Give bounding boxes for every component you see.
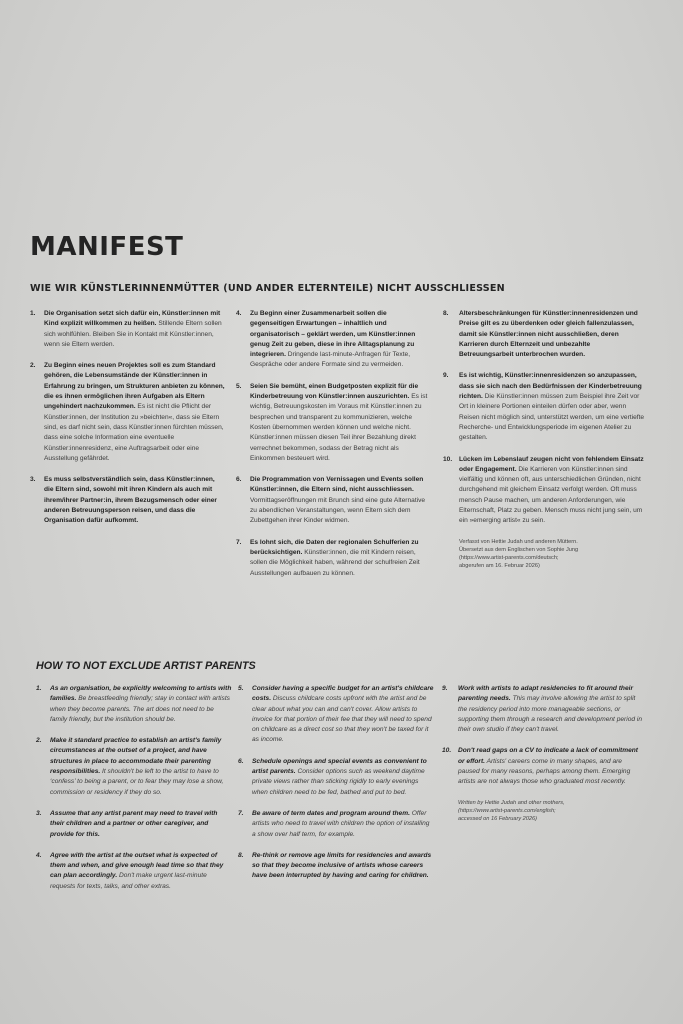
item-body: Don't make urgent last-minute requests for texts, talks, and other extras.: [50, 872, 207, 890]
item-body: Es ist wichtig, Betreuungskosten im Voraus mit Künstler:innen zu besprechen und transparent zu kommunizieren, welche Kosten übernommen werden können und welche nicht. Künstler:innen müssen diesen Teil ihrer Bezahlung direkt verrechnet bekommen, sodass der Betrag nicht als Einkommen besteuert wird.: [250, 393, 428, 462]
item-body: Dringende last-minute-Anfragen für Texte, Gespräche oder andere Formate sind zu vermeiden.: [250, 351, 411, 369]
list-item: [36, 736, 232, 798]
item-body: Die Karrieren von Künstler:innen sind vielfältig und können oft, aus unterschiedlichen Gründen, nicht durchgehend mit gleichem Einsatz verfolgt werden. Oft muss mensch Pause machen, um anderen Anforderungen, wie Elternschaft, Platz zu geben. Mensch muss nicht jung sein, um ein »emerging artist« zu sein.: [459, 465, 643, 525]
item-number: 3.: [36, 809, 42, 817]
list-item: [30, 475, 226, 526]
list-item: [36, 851, 232, 892]
item-lead: Die Programmation von Vernissagen und Events sollen Künstler:innen, die Eltern sind, nicht ausschliessen.: [250, 476, 424, 494]
item-body: Offer artists who need to travel with children the option of installing a show over half term, for example.: [252, 809, 430, 838]
item-number: 4.: [36, 851, 42, 859]
credit-line: (https://www.artist-parents.com/deutsch;: [459, 555, 559, 562]
item-lead: Zu Beginn einer Zusammenarbeit sollen die gegenseitigen Erwartungen – inhaltlich und organisatorisch – geklärt werden, um Künstler:innen genug Zeit zu geben, diese in ihre Alltagsplanung zu integrieren.: [250, 310, 416, 359]
english-section-title: HOW TO NOT EXCLUDE ARTIST PARENTS: [36, 660, 256, 672]
list-item: [443, 455, 645, 527]
item-body: Es ist nicht die Pflicht der Künstler:innen, der Institution zu »beichten«, dass sie Eltern sind, es darf nicht sein, dass Künstler:innen fürchten müssen, dass eine solche Information eine eventuelle Künstler:innenresidenz, eine Auftragsarbeit oder eine Ausstellung gefährdet.: [44, 403, 224, 462]
item-body: Künstler:innen, die mit Kindern reisen, sollen die Möglichkeit haben, während der schulfreien Zeit Ausstellungen aufbauen zu können.: [250, 548, 420, 577]
item-lead: Schedule openings and special events as convenient to artist parents.: [252, 757, 427, 776]
item-number: 1.: [30, 310, 36, 317]
list-item: [238, 757, 434, 798]
list-item: [30, 361, 226, 464]
item-lead: Agree with the artist at the outset what is expected of them and when, and give enough lead time so that they can plan accordingly.: [50, 851, 224, 880]
item-lead: Make it standard practice to establish an artist's family circumstances at the outset of a project, and have structures in place to accommodate their parenting responsibilities.: [50, 737, 222, 776]
list-item: [238, 809, 434, 840]
german-column-2: [236, 309, 432, 590]
manifest-subtitle: WIE WIR KÜNSTLERINNENMÜTTER (UND ANDER ELTERNTEILE) NICHT AUSSCHLIESSEN: [30, 283, 505, 294]
item-body: This may involve allowing the artist to split the residency period into more manageable sections, or supporting them through a research and development period in their own studio if they can't travel.: [458, 695, 643, 734]
item-number: 6.: [238, 757, 244, 765]
list-item: [30, 309, 226, 350]
item-number: 9.: [443, 372, 449, 380]
item-body: Consider options such as weekend daytime private views rather than sticking rigidly to early evenings when children need to be fed, bathed and put to bed.: [252, 768, 425, 796]
item-number: 5.: [236, 382, 242, 390]
item-lead: Die Organisation setzt sich dafür ein, Künstler:innen mit Kind explizit willkommen zu heißen.: [44, 310, 221, 328]
item-lead: Zu Beginn eines neuen Projektes soll es zum Standard gehören, die Lebensumstände der Künstler:innen in Erfahrung zu bringen, um Strukturen anbieten zu können, die es ihnen ermöglichen ihren Aufgaben als Eltern ungehindert nachzukommen.: [44, 362, 225, 411]
item-body: It shouldn't be left to the artist to have to ‘confess’ to being a parent, or to fear they may lose a show, commission or residency if they do so.: [50, 768, 224, 796]
item-body: Artists' careers come in many shapes, and are paused for many reasons, perhaps among them. Emerging artists are not always those who graduated most recently.: [458, 757, 631, 786]
list-item: [236, 309, 432, 371]
item-number: 2.: [30, 362, 36, 370]
item-number: 10.: [443, 455, 453, 463]
english-column-3: [442, 684, 642, 823]
item-lead: Work with artists to adapt residencies to fit around their parenting needs.: [458, 685, 634, 703]
credit-line: (https://www.artist-parents.com/english;: [458, 807, 556, 814]
credit-line: Übersetzt aus dem Englischen von Sophie Jung: [459, 546, 579, 553]
item-lead: Be aware of term dates and program around them.: [252, 809, 410, 817]
item-number: 9.: [442, 685, 448, 692]
english-column-2: [238, 684, 434, 893]
list-item: [443, 371, 645, 443]
item-number: 5.: [238, 685, 244, 692]
list-item: [443, 309, 645, 360]
item-body: Be breastfeeding friendly; stay in contact with artists when they become parents. The art does not need to be family friendly, but the institution should be.: [50, 695, 230, 723]
item-number: 1.: [36, 685, 42, 692]
item-number: 7.: [236, 538, 242, 546]
item-number: 8.: [238, 851, 244, 859]
item-lead: Consider having a specific budget for an artist's childcare costs.: [252, 685, 434, 703]
german-column-3: [443, 309, 645, 570]
list-item: [238, 684, 434, 746]
item-number: 10.: [442, 747, 452, 755]
list-item: [236, 475, 432, 526]
item-lead: Don't read gaps on a CV to indicate a lack of commitment or effort.: [458, 747, 638, 765]
item-lead: Assume that any artist parent may need to travel with their children and a partner or other caregiver, and provide for this.: [50, 809, 218, 838]
item-body: Discuss childcare costs upfront with the artist and be clear about what you can and can't cover. Allow artists to invoice for that portion of their fee that they will need to spend on childcare as a direct cost so that they won't be taxed for it as income.: [252, 695, 432, 744]
credit-line: accessed on 16 February 2026): [458, 816, 537, 823]
item-number: 7.: [238, 809, 244, 817]
item-lead: Seien Sie bemüht, einen Budgetposten explizit für die Kinderbetreuung von Künstler:innen auszurichten.: [250, 382, 419, 401]
credit-line: abgerufen am 16. Februar 2026): [459, 563, 540, 570]
list-item: [36, 809, 232, 840]
german-column-1: [30, 309, 226, 538]
item-lead: As an organisation, be explicitly welcoming to artists with families.: [50, 685, 232, 703]
list-item: [442, 684, 642, 735]
item-lead: Altersbeschränkungen für Künstler:innenresidenzen und Preise gilt es zu überdenken oder gleich fallenzulassen, damit sie Künstler:innen nicht ausschließen, deren Karrieren durch Elternzeit und unbezahlte Betreuungsarbeit unterbrochen wurden.: [459, 310, 638, 359]
item-lead: Es ist wichtig, Künstler:innenresidenzen so anzupassen, dass sie sich nach den Bedürfnissen der Kinderbetreuung richten.: [459, 372, 642, 401]
german-credit: [459, 538, 645, 571]
list-item: [442, 746, 642, 787]
item-number: 4.: [236, 310, 242, 317]
list-item: [236, 382, 432, 464]
item-lead: Lücken im Lebenslauf zeugen nicht von fehlendem Einsatz oder Engagement.: [459, 455, 644, 473]
item-number: 8.: [443, 310, 449, 317]
list-item: [238, 851, 434, 882]
item-number: 2.: [36, 737, 42, 745]
item-body: Stillende Eltern sollen sich wohlfühlen. Bleiben Sie in Kontakt mit Künstler:innen, wenn sie Eltern werden.: [44, 320, 222, 348]
list-item: [236, 538, 432, 579]
credit-line: Written by Hettie Judah and other mothers,: [458, 799, 565, 806]
english-credit: [458, 799, 642, 824]
item-number: 6.: [236, 476, 242, 484]
item-body: Vormittagseröffnungen mit Brunch sind eine gute Alternative zu abendlichen Veranstaltungen, wenn Eltern sich dem Zubettgehen ihrer Kinder widmen.: [250, 496, 426, 525]
credit-line: Verfasst von Hettie Judah und anderen Müttern.: [459, 538, 578, 545]
item-lead: Es muss selbstverständlich sein, dass Künstler:innen, die Eltern sind, sowohl mit ihren Kindern als auch mit ihrem/ihrer Partner:in, ihrem Bezugsmensch oder einer anderen Betreuungsperson reisen, und dass die Organisation dafür aufkommt.: [44, 476, 217, 525]
item-body: Die Künstler:innen müssen zum Beispiel ihre Zeit vor Ort in kleinere Portionen einteilen dürfen oder aber, wenn Reisen nicht möglich sind, unterstützt werden, um eine vertiefte Recherche- und Entwicklungsperiode im eigenen Atelier zu gestalten.: [459, 393, 645, 442]
list-item: [36, 684, 232, 725]
item-number: 3.: [30, 476, 36, 484]
item-lead: Re-think or remove age limits for residencies and awards so that they become inclusive of artists whose careers have been interrupted by having and caring for children.: [252, 851, 432, 880]
manifest-title: MANIFEST: [30, 232, 184, 262]
item-lead: Es lohnt sich, die Daten der regionalen Schulferien zu berücksichtigen.: [250, 538, 419, 556]
english-column-1: [36, 684, 232, 903]
